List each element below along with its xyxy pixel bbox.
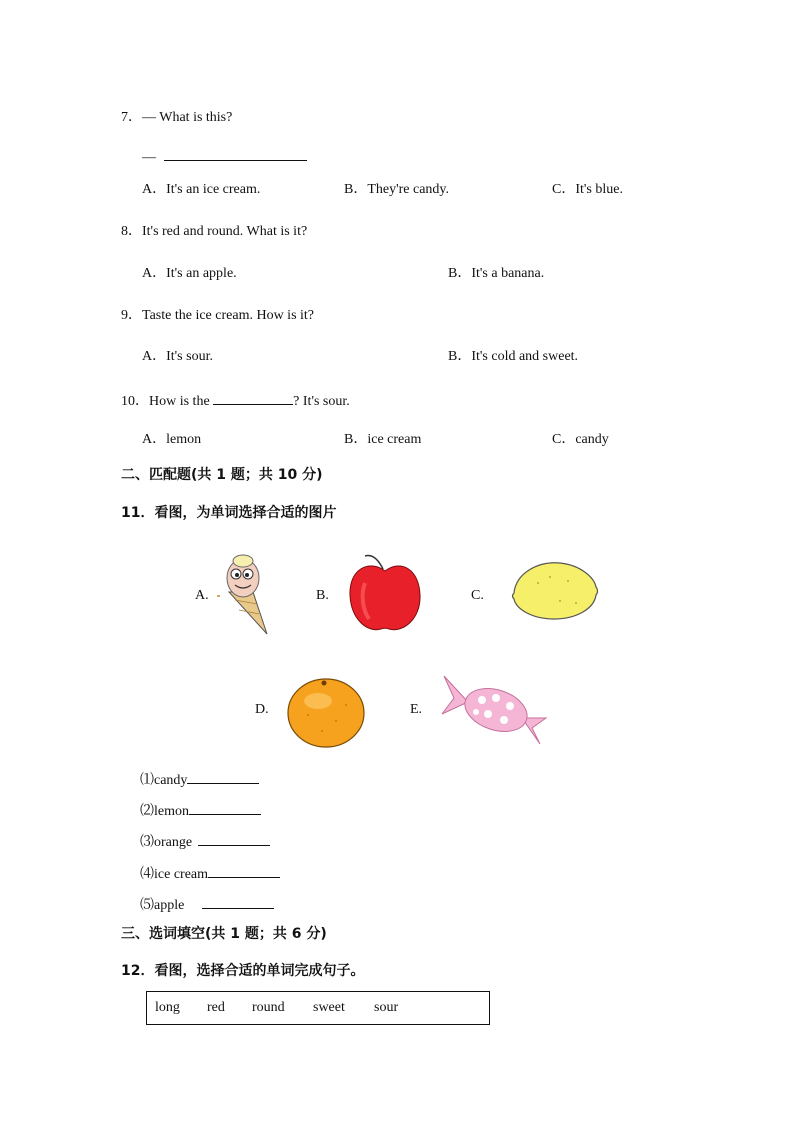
q7-option-a[interactable]: A．It's an ice cream. bbox=[142, 182, 261, 197]
picture-label-d: D. bbox=[255, 702, 269, 717]
q7-answer-blank[interactable] bbox=[164, 146, 307, 161]
q10-stem bbox=[121, 390, 350, 411]
q7-answer-dash: — bbox=[142, 150, 156, 165]
match-item-ice-cream bbox=[140, 863, 280, 884]
q11-stem: 11．看图，为单词选择合适的图片 bbox=[121, 505, 337, 521]
q10-stem-after: ? It's sour. bbox=[293, 394, 350, 409]
match-blank[interactable] bbox=[208, 863, 280, 878]
ice-cream-picture bbox=[215, 552, 275, 636]
q10-blank[interactable] bbox=[213, 390, 293, 405]
q8-option-b[interactable]: B．It's a banana. bbox=[448, 266, 545, 281]
q7-option-c[interactable]: C．It's blue. bbox=[552, 182, 623, 197]
q9-stem: 9．Taste the ice cream. How is it? bbox=[121, 308, 315, 323]
match-item-candy bbox=[140, 769, 259, 790]
picture-label-b: B. bbox=[316, 588, 329, 603]
word-bank-word[interactable]: round bbox=[252, 1000, 285, 1015]
q10-option-c[interactable]: C．candy bbox=[552, 432, 609, 447]
picture-label-e: E. bbox=[410, 702, 423, 717]
q10-option-b[interactable]: B．ice cream bbox=[344, 432, 422, 447]
orange-picture bbox=[286, 675, 366, 749]
q8-stem: 8．It's red and round. What is it? bbox=[121, 224, 308, 239]
lemon-picture bbox=[510, 559, 600, 621]
match-item-label: ⑷ice cream bbox=[140, 867, 209, 882]
picture-label-a: A. bbox=[195, 588, 209, 603]
match-blank[interactable] bbox=[187, 769, 259, 784]
word-bank-word[interactable]: sour bbox=[374, 1000, 399, 1015]
match-item-apple bbox=[140, 894, 274, 915]
q10-stem-before: 10．How is the bbox=[121, 394, 210, 409]
q7-option-b[interactable]: B．They're candy. bbox=[344, 182, 450, 197]
q7-answer-line bbox=[142, 146, 307, 167]
match-item-lemon bbox=[140, 800, 261, 821]
picture-label-c: C. bbox=[471, 588, 484, 603]
match-item-orange bbox=[140, 831, 270, 852]
match-blank[interactable] bbox=[198, 831, 270, 846]
word-bank-word[interactable]: long bbox=[155, 1000, 180, 1015]
candy-picture bbox=[442, 674, 548, 746]
match-item-label: ⑴candy bbox=[140, 773, 188, 788]
section2-heading: 二、匹配题(共 1 题；共 10 分) bbox=[121, 467, 323, 483]
q7-stem: 7．— What is this? bbox=[121, 110, 233, 125]
section3-heading: 三、选词填空(共 1 题；共 6 分) bbox=[121, 926, 327, 942]
match-item-label: ⑵lemon bbox=[140, 804, 189, 819]
q10-option-a[interactable]: A．lemon bbox=[142, 432, 202, 447]
match-item-label: ⑸apple bbox=[140, 898, 185, 913]
match-blank[interactable] bbox=[189, 800, 261, 815]
word-bank-word[interactable]: sweet bbox=[313, 1000, 345, 1015]
match-blank[interactable] bbox=[202, 894, 274, 909]
word-bank-box bbox=[146, 991, 490, 1025]
match-item-label: ⑶orange bbox=[140, 835, 193, 850]
q12-stem: 12．看图，选择合适的单词完成句子。 bbox=[121, 963, 365, 979]
q8-option-a[interactable]: A．It's an apple. bbox=[142, 266, 237, 281]
word-bank-word[interactable]: red bbox=[207, 1000, 225, 1015]
apple-picture bbox=[347, 553, 423, 633]
q9-option-b[interactable]: B．It's cold and sweet. bbox=[448, 349, 579, 364]
q9-option-a[interactable]: A．It's sour. bbox=[142, 349, 213, 364]
